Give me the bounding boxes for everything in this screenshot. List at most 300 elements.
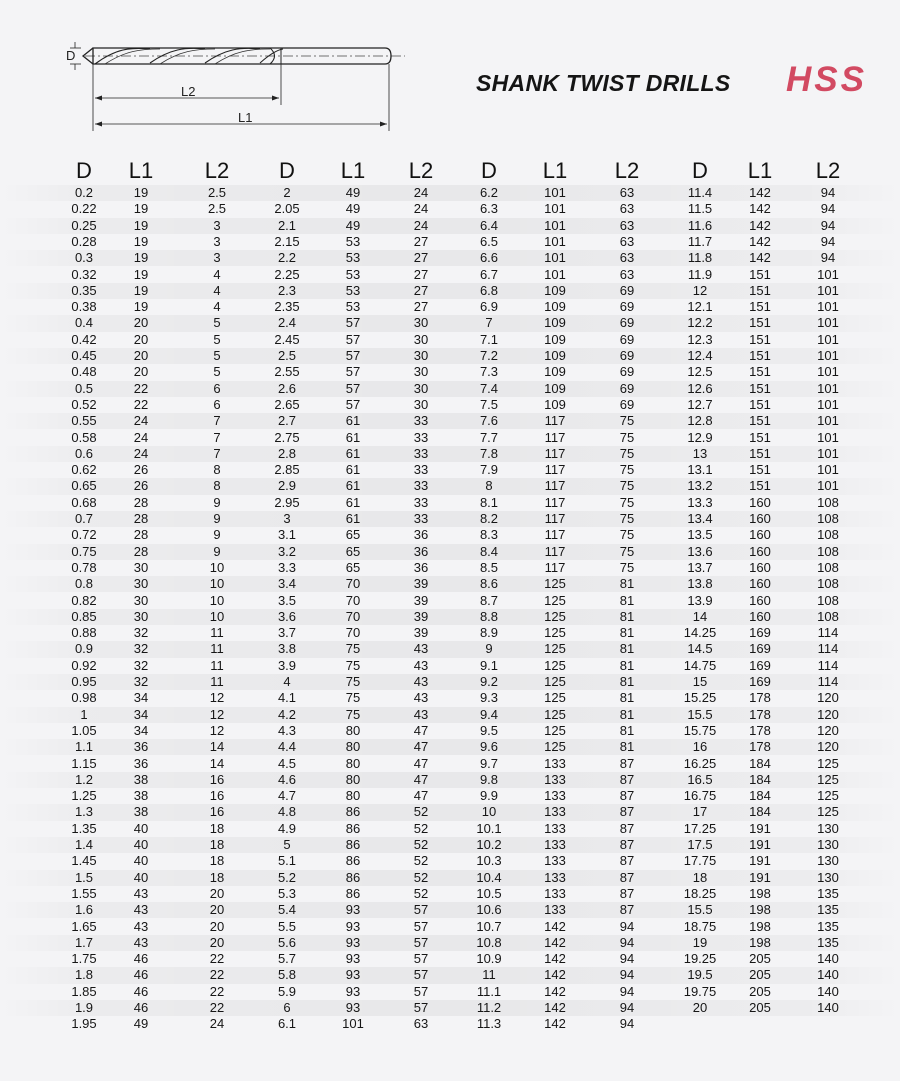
diameter-cell: 0.58 (71, 429, 97, 445)
overall-length-cell: 101 (544, 233, 566, 249)
overall-length-cell: 93 (345, 951, 361, 967)
overall-length-cell: 160 (749, 543, 771, 559)
diameter-cell: 8.9 (479, 625, 499, 641)
diameter-cell: 0.92 (71, 657, 97, 673)
table-row (0, 674, 900, 690)
overall-length-cell: 61 (345, 413, 361, 429)
overall-length-cell: 184 (749, 755, 771, 771)
flute-length-cell: 22 (209, 1000, 225, 1015)
overall-length-cell: 61 (345, 462, 361, 478)
overall-length-cell: 36 (133, 755, 149, 771)
diameter-cell: 3.2 (277, 543, 297, 559)
flute-length-cell: 7 (213, 445, 221, 461)
overall-length-cell: 151 (749, 478, 771, 494)
table-row (0, 772, 900, 788)
flute-length-cell: 87 (619, 788, 635, 804)
flute-length-cell: 27 (413, 250, 429, 266)
diameter-cell: 6.6 (479, 250, 499, 266)
flute-length-cell: 52 (413, 885, 429, 901)
overall-length-cell: 75 (345, 706, 361, 722)
diameter-cell: 12.5 (687, 364, 713, 380)
table-row (0, 234, 900, 250)
overall-length-cell: 40 (133, 853, 149, 869)
overall-length-cell: 93 (345, 918, 361, 934)
table-row (0, 951, 900, 967)
table-row (0, 690, 900, 706)
overall-length-cell: 133 (544, 755, 566, 771)
flute-length-cell: 36 (413, 527, 429, 543)
diameter-cell: 15.5 (687, 706, 713, 722)
flute-length-cell: 69 (619, 348, 635, 363)
overall-length-cell: 57 (345, 380, 361, 396)
diameter-cell: 12.8 (687, 413, 713, 429)
flute-length-cell: 75 (619, 494, 635, 510)
diameter-cell: 1.1 (74, 739, 94, 755)
flute-length-cell: 11 (210, 625, 224, 641)
overall-length-cell: 169 (749, 641, 771, 657)
table-row (0, 593, 900, 609)
overall-length-cell: 61 (345, 478, 361, 494)
overall-length-cell: 117 (544, 527, 566, 543)
overall-length-cell: 151 (749, 380, 771, 396)
overall-length-cell: 198 (749, 885, 771, 901)
overall-length-cell: 151 (749, 348, 771, 363)
diameter-cell: 8.7 (479, 592, 499, 608)
diameter-cell: 0.75 (71, 543, 97, 559)
flute-length-cell: 114 (817, 657, 839, 673)
overall-length-cell: 169 (749, 625, 771, 641)
diameter-cell: 11.8 (687, 250, 713, 266)
flute-length-cell: 24 (413, 185, 429, 200)
table-row (0, 1016, 900, 1032)
flute-length-cell: 52 (413, 837, 429, 852)
flute-length-cell: 101 (817, 331, 839, 347)
overall-length-cell: 32 (133, 625, 149, 641)
overall-length-cell: 40 (133, 869, 149, 885)
diameter-cell: 14.25 (683, 625, 717, 641)
flute-length-cell: 81 (619, 641, 635, 657)
diameter-cell: 15.75 (683, 722, 717, 738)
overall-length-cell: 133 (544, 788, 566, 804)
diameter-cell: 5 (283, 837, 291, 852)
flute-length-cell: 57 (413, 902, 429, 918)
flute-length-cell: 130 (817, 837, 839, 852)
table-row (0, 707, 900, 723)
diameter-cell: 16.75 (683, 788, 717, 804)
overall-length-cell: 117 (544, 462, 566, 478)
flute-length-cell: 12 (209, 722, 225, 738)
diameter-cell: 13.2 (687, 478, 713, 494)
flute-length-cell: 69 (619, 380, 635, 396)
overall-length-cell: 151 (749, 315, 771, 331)
flute-length-cell: 33 (413, 413, 429, 429)
overall-length-cell: 125 (544, 641, 566, 657)
diameter-cell: 10.7 (476, 918, 502, 934)
diameter-cell: 3.7 (277, 625, 297, 641)
diameter-cell: 4.4 (277, 739, 297, 755)
overall-length-cell: 125 (544, 576, 566, 592)
flute-length-cell: 120 (817, 739, 839, 755)
flute-length-cell: 57 (413, 1000, 429, 1015)
diameter-cell: 12 (692, 282, 708, 298)
overall-length-cell: 86 (345, 837, 361, 852)
flute-length-cell: 135 (817, 918, 839, 934)
flute-length-cell: 3 (213, 250, 221, 266)
overall-length-cell: 70 (345, 576, 361, 592)
overall-length-cell: 151 (749, 429, 771, 445)
flute-length-cell: 36 (413, 559, 429, 575)
table-row (0, 413, 900, 429)
overall-length-cell: 43 (133, 885, 149, 901)
overall-length-cell: 30 (133, 559, 149, 575)
overall-length-cell: 109 (544, 396, 566, 412)
flute-length-cell: 130 (817, 853, 839, 869)
table-row (0, 381, 900, 397)
flute-length-cell: 52 (413, 853, 429, 869)
flute-length-cell: 87 (619, 804, 635, 820)
column-header: D (76, 158, 92, 183)
overall-length-cell: 151 (749, 331, 771, 347)
overall-length-cell: 101 (544, 266, 566, 282)
diameter-cell: 7 (485, 315, 493, 331)
flute-length-cell: 94 (619, 1016, 635, 1032)
flute-length-cell: 36 (413, 543, 429, 559)
overall-length-cell: 46 (133, 1000, 149, 1015)
overall-length-cell: 61 (345, 511, 361, 526)
flute-length-cell: 130 (817, 869, 839, 885)
overall-length-cell: 34 (133, 722, 149, 738)
overall-length-cell: 191 (749, 869, 771, 885)
flute-length-cell: 12 (209, 690, 225, 706)
diameter-cell: 13.3 (687, 494, 713, 510)
overall-length-cell: 61 (345, 429, 361, 445)
diameter-cell: 11.7 (687, 233, 713, 249)
overall-length-cell: 80 (345, 755, 361, 771)
overall-length-cell: 117 (544, 445, 566, 461)
flute-length-cell: 7 (213, 413, 221, 429)
flute-length-cell: 101 (817, 478, 839, 494)
diameter-cell: 1.05 (71, 722, 97, 738)
flute-length-cell: 57 (413, 983, 429, 999)
column-header: L1 (128, 158, 154, 183)
overall-length-cell: 142 (749, 201, 771, 217)
overall-length-cell: 125 (544, 722, 566, 738)
table-row (0, 364, 900, 380)
overall-length-cell: 117 (544, 429, 566, 445)
diameter-cell: 2.95 (274, 494, 300, 510)
overall-length-cell: 70 (345, 625, 361, 641)
diameter-cell: 0.32 (71, 266, 97, 282)
overall-length-cell: 142 (749, 250, 771, 266)
flute-length-cell: 14 (209, 739, 225, 755)
table-row (0, 250, 900, 266)
flute-length-cell: 63 (619, 217, 635, 233)
diameter-cell: 1.9 (74, 1000, 94, 1015)
table-row (0, 1000, 900, 1016)
overall-length-cell: 34 (133, 690, 149, 706)
diameter-cell: 1.85 (71, 983, 97, 999)
overall-length-cell: 160 (749, 576, 771, 592)
overall-length-cell: 93 (345, 983, 361, 999)
diameter-cell: 0.48 (71, 364, 97, 380)
flute-length-cell: 125 (817, 755, 839, 771)
overall-length-cell: 142 (544, 983, 566, 999)
diameter-cell: 7.5 (479, 396, 499, 412)
diameter-cell: 4.2 (277, 706, 297, 722)
table-row (0, 756, 900, 772)
overall-length-cell: 125 (544, 674, 566, 689)
flute-length-cell: 69 (619, 396, 635, 412)
flute-length-cell: 69 (619, 282, 635, 298)
flute-length-cell: 63 (619, 266, 635, 282)
overall-length-cell: 117 (544, 478, 566, 494)
diameter-cell: 2.65 (274, 396, 300, 412)
diameter-cell: 20 (692, 1000, 708, 1015)
diameter-cell: 2.6 (277, 380, 297, 396)
overall-length-cell: 205 (749, 1000, 771, 1015)
overall-length-cell: 125 (544, 608, 566, 624)
diameter-cell: 0.35 (71, 282, 97, 298)
overall-length-cell: 86 (345, 885, 361, 901)
overall-length-cell: 151 (749, 445, 771, 461)
flute-length-cell: 24 (413, 217, 429, 233)
overall-length-cell: 178 (749, 690, 771, 706)
diameter-cell: 0.4 (74, 315, 94, 331)
flute-length-cell: 94 (820, 217, 836, 233)
diameter-cell: 12.2 (687, 315, 713, 331)
diameter-cell: 4 (283, 674, 291, 689)
diameter-cell: 11.1 (476, 983, 502, 999)
flute-length-cell: 81 (619, 722, 635, 738)
overall-length-cell: 125 (544, 690, 566, 706)
diameter-cell: 2.2 (277, 250, 297, 266)
flute-length-cell: 4 (213, 282, 221, 298)
flute-length-cell: 2.5 (207, 185, 227, 200)
diameter-cell: 2.75 (274, 429, 300, 445)
flute-length-cell: 16 (209, 804, 225, 820)
overall-length-cell: 24 (133, 445, 149, 461)
diameter-cell: 18 (692, 869, 708, 885)
diameter-cell: 17 (692, 804, 708, 820)
diameter-cell: 5.1 (277, 853, 297, 869)
flute-length-cell: 30 (413, 331, 429, 347)
diameter-cell: 1.5 (74, 869, 94, 885)
diameter-cell: 5.5 (277, 918, 297, 934)
flute-length-cell: 6 (213, 380, 221, 396)
overall-length-cell: 57 (345, 396, 361, 412)
diameter-cell: 3.4 (277, 576, 297, 592)
overall-length-cell: 38 (133, 771, 149, 787)
diameter-cell: 1.25 (71, 788, 97, 804)
flute-length-cell: 9 (213, 527, 221, 543)
diameter-cell: 9.5 (479, 722, 499, 738)
diameter-cell: 16 (692, 739, 708, 755)
flute-length-cell: 43 (413, 641, 429, 657)
flute-length-cell: 101 (817, 315, 839, 331)
diameter-cell: 6.1 (277, 1016, 297, 1032)
table-row (0, 984, 900, 1000)
flute-length-cell: 94 (820, 201, 836, 217)
table-row (0, 315, 900, 331)
flute-length-cell: 16 (209, 771, 225, 787)
column-header: D (481, 158, 497, 183)
overall-length-cell: 109 (544, 331, 566, 347)
overall-length-cell: 133 (544, 820, 566, 836)
flute-length-cell: 11 (210, 641, 224, 657)
overall-length-cell: 80 (345, 788, 361, 804)
diameter-cell: 2.15 (274, 233, 300, 249)
flute-length-cell: 10 (209, 559, 225, 575)
table-row (0, 625, 900, 641)
flute-length-cell: 69 (619, 299, 635, 315)
overall-length-cell: 80 (345, 771, 361, 787)
flute-length-cell: 94 (619, 983, 635, 999)
flute-length-cell: 108 (817, 511, 839, 526)
flute-length-cell: 20 (209, 902, 225, 918)
flute-length-cell: 81 (619, 592, 635, 608)
diameter-cell: 1.65 (71, 918, 97, 934)
diameter-cell: 2.1 (277, 217, 297, 233)
diameter-cell: 3.9 (277, 657, 297, 673)
diameter-cell: 13.6 (687, 543, 713, 559)
overall-length-cell: 49 (345, 201, 361, 217)
diameter-cell: 10.3 (476, 853, 502, 869)
flute-length-cell: 108 (817, 527, 839, 543)
diameter-cell: 8.8 (479, 608, 499, 624)
flute-length-cell: 81 (619, 657, 635, 673)
diameter-cell: 4.3 (277, 722, 297, 738)
flute-length-cell: 30 (413, 364, 429, 380)
table-row (0, 185, 900, 201)
diameter-cell: 19.75 (683, 983, 717, 999)
diameter-cell: 5.7 (277, 951, 297, 967)
diameter-cell: 3.3 (277, 559, 297, 575)
diameter-cell: 1.75 (71, 951, 97, 967)
flute-length-cell: 5 (213, 331, 221, 347)
flute-length-cell: 47 (413, 755, 429, 771)
diameter-cell: 4.7 (277, 788, 297, 804)
diameter-cell: 9.1 (479, 657, 499, 673)
diameter-cell: 6.4 (479, 217, 499, 233)
diameter-cell: 3.5 (277, 592, 297, 608)
diameter-cell: 8.4 (479, 543, 499, 559)
table-row (0, 348, 900, 364)
page-title: SHANK TWIST DRILLS (476, 70, 731, 96)
diameter-cell: 6.7 (479, 266, 499, 282)
flute-length-cell: 140 (817, 967, 839, 983)
flute-length-cell: 3 (213, 217, 221, 233)
flute-length-cell: 125 (817, 804, 839, 820)
flute-length-cell: 20 (209, 885, 225, 901)
flute-length-cell: 47 (413, 739, 429, 755)
overall-length-cell: 65 (345, 559, 361, 575)
diameter-cell: 13.5 (687, 527, 713, 543)
diameter-cell: 4.5 (277, 755, 297, 771)
diameter-cell: 14.5 (687, 641, 713, 657)
flute-length-cell: 6 (213, 396, 221, 412)
flute-length-cell: 33 (413, 494, 429, 510)
overall-length-cell: 70 (345, 592, 361, 608)
flute-length-cell: 81 (619, 608, 635, 624)
flute-length-cell: 87 (619, 853, 635, 869)
overall-length-cell: 101 (342, 1016, 364, 1032)
flute-length-cell: 39 (413, 576, 429, 592)
overall-length-cell: 125 (544, 706, 566, 722)
diameter-cell: 0.88 (71, 625, 97, 641)
column-header: L1 (747, 158, 773, 183)
flute-length-cell: 9 (213, 494, 221, 510)
diameter-cell: 12.7 (687, 396, 713, 412)
overall-length-cell: 151 (749, 282, 771, 298)
diameter-cell: 10.1 (476, 820, 502, 836)
flute-length-cell: 101 (817, 364, 839, 380)
table-row (0, 283, 900, 299)
diameter-cell: 11.5 (687, 201, 713, 217)
table-row (0, 609, 900, 625)
diameter-cell: 11.2 (476, 1000, 502, 1015)
flute-length-cell: 75 (619, 559, 635, 575)
diameter-cell: 2.3 (277, 282, 297, 298)
diameter-cell: 5.3 (277, 885, 297, 901)
flute-length-cell: 140 (817, 951, 839, 967)
flute-length-cell: 43 (413, 674, 429, 689)
column-header: L2 (204, 158, 230, 183)
diameter-cell: 0.95 (71, 674, 97, 689)
diameter-cell: 12.3 (687, 331, 713, 347)
diameter-cell: 18.25 (683, 885, 717, 901)
diameter-cell: 12.1 (687, 299, 713, 315)
flute-length-cell: 30 (413, 348, 429, 363)
flute-length-cell: 75 (619, 462, 635, 478)
table-row (0, 446, 900, 462)
overall-length-cell: 19 (133, 299, 149, 315)
flute-length-cell: 81 (619, 690, 635, 706)
diameter-cell: 10.9 (476, 951, 502, 967)
overall-length-cell: 40 (133, 837, 149, 852)
overall-length-cell: 142 (544, 934, 566, 950)
l2-dimension-label: L2 (181, 84, 196, 99)
flute-length-cell: 135 (817, 902, 839, 918)
overall-length-cell: 191 (749, 853, 771, 869)
flute-length-cell: 101 (817, 429, 839, 445)
flute-length-cell: 101 (817, 413, 839, 429)
table-row (0, 804, 900, 820)
diameter-cell: 4.9 (277, 820, 297, 836)
flute-length-cell: 18 (209, 869, 225, 885)
diameter-cell: 7.6 (479, 413, 499, 429)
flute-length-cell: 22 (209, 951, 225, 967)
diameter-cell: 2.35 (274, 299, 300, 315)
steel-grade-label: HSS (786, 60, 867, 99)
table-row (0, 723, 900, 739)
flute-length-cell: 39 (413, 625, 429, 641)
overall-length-cell: 53 (345, 266, 361, 282)
diameter-cell: 10.6 (476, 902, 502, 918)
diameter-cell: 0.98 (71, 690, 97, 706)
overall-length-cell: 160 (749, 511, 771, 526)
overall-length-cell: 151 (749, 462, 771, 478)
overall-length-cell: 75 (345, 674, 361, 689)
diameter-cell: 6.9 (479, 299, 499, 315)
overall-length-cell: 65 (345, 527, 361, 543)
diameter-cell: 0.28 (71, 233, 97, 249)
flute-length-cell: 120 (817, 690, 839, 706)
table-row (0, 332, 900, 348)
overall-length-cell: 57 (345, 315, 361, 331)
diameter-cell: 14.75 (683, 657, 717, 673)
flute-length-cell: 87 (619, 869, 635, 885)
flute-length-cell: 94 (820, 233, 836, 249)
